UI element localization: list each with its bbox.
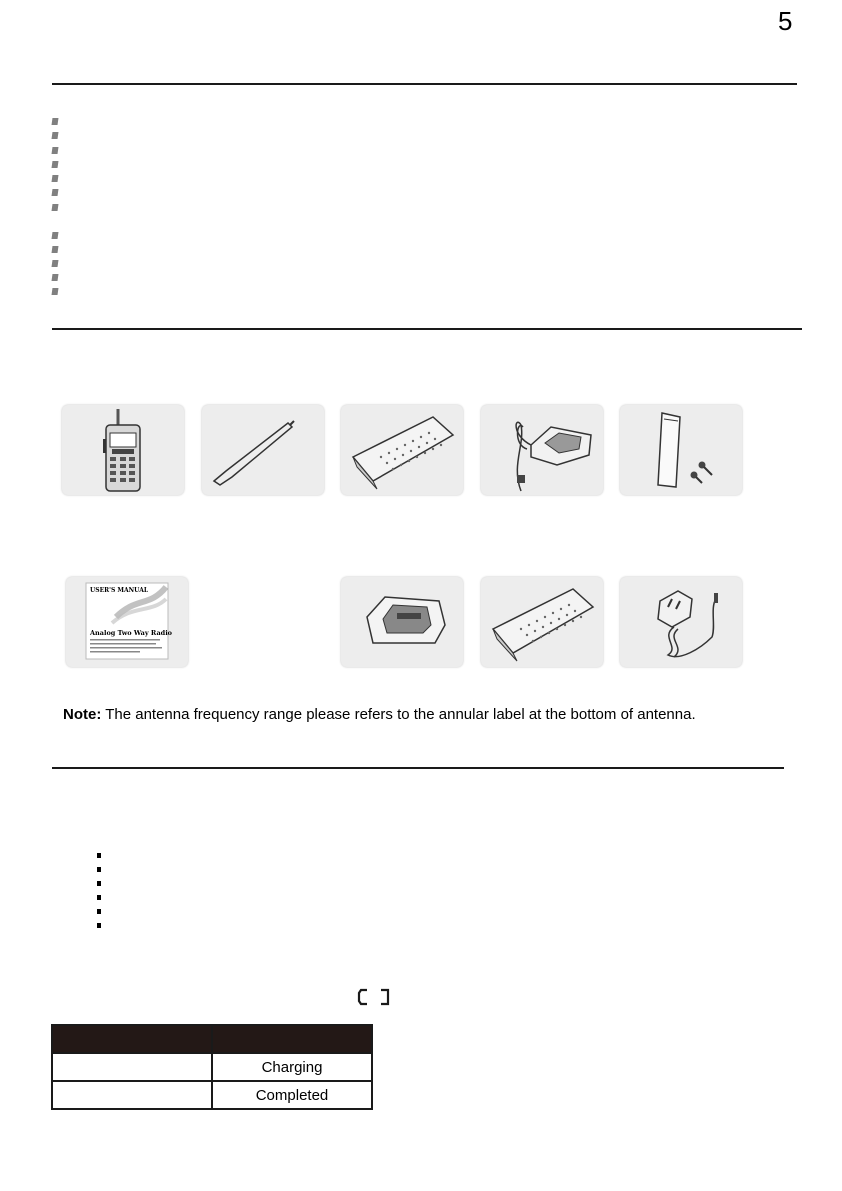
table-row [52, 1053, 372, 1081]
list-bullet [52, 189, 59, 196]
charger-base-icon [341, 577, 463, 667]
list-bullet [97, 895, 101, 900]
page-number: 5 [778, 6, 793, 36]
accessory-charger-base [341, 577, 463, 667]
accessory-power-adapter [620, 577, 742, 667]
accessory-user-manual [66, 577, 188, 667]
antenna-note [63, 706, 696, 723]
list-bullet [52, 118, 59, 125]
note-text: The antenna frequency range please refers to the annular label at the bottom of antenna. [101, 706, 696, 723]
list-bullet [52, 132, 59, 139]
list-bullet [52, 246, 59, 253]
radio-icon [62, 405, 184, 495]
note-label: Note: [63, 706, 102, 723]
list-bullet [52, 274, 59, 281]
battery-pack-icon [481, 577, 603, 667]
list-bullet [52, 288, 59, 295]
list-bullet [52, 204, 59, 211]
status-cell: Charging [212, 1053, 372, 1081]
list-bullet [52, 260, 59, 267]
list-bullet [52, 161, 59, 168]
manual-title: USER'S MANUAL [90, 587, 149, 594]
accessory-antenna [202, 405, 324, 495]
list-bullet [52, 232, 59, 239]
list-bullet [97, 923, 101, 928]
list-bullet [52, 147, 59, 154]
table-cell [52, 1081, 212, 1109]
list-bullet [97, 867, 101, 872]
power-adapter-icon [620, 577, 742, 667]
accessory-radio [62, 405, 184, 495]
accessory-desktop-charger [481, 405, 603, 495]
status-cell: Completed [212, 1081, 372, 1109]
accessory-battery [341, 405, 463, 495]
list-bullet [97, 881, 101, 886]
antenna-icon [202, 405, 324, 495]
battery-indicator-icon [357, 988, 391, 1006]
list-bullet [97, 853, 101, 858]
charging-status-table [51, 1024, 373, 1110]
accessory-battery-pack [481, 577, 603, 667]
table-header-cell [212, 1025, 372, 1053]
section-divider [52, 83, 797, 85]
table-header-row [52, 1025, 372, 1053]
battery-icon [341, 405, 463, 495]
section-divider [52, 328, 802, 330]
section-divider [52, 767, 784, 769]
table-cell [52, 1053, 212, 1081]
list-bullet [97, 909, 101, 914]
belt-clip-icon [620, 405, 742, 495]
manual-subtitle: Analog Two Way Radio [90, 629, 173, 637]
table-header-cell [52, 1025, 212, 1053]
accessory-belt-clip [620, 405, 742, 495]
table-row [52, 1081, 372, 1109]
desktop-charger-icon [481, 405, 603, 495]
list-bullet [52, 175, 59, 182]
